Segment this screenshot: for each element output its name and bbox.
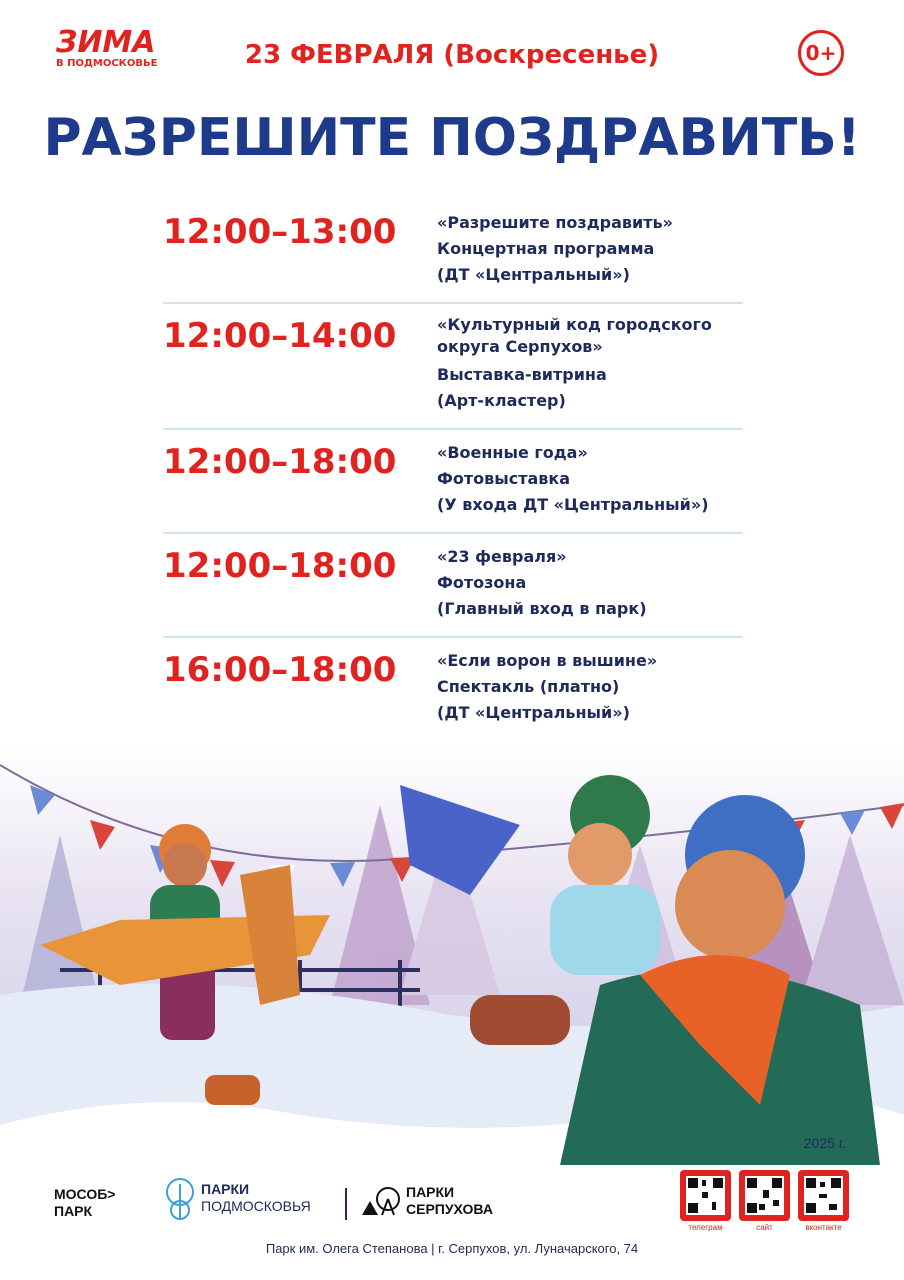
parki-serpukhova-logo bbox=[360, 1184, 493, 1218]
event-date: 23 ФЕВРАЛЯ (Воскресенье) bbox=[244, 40, 660, 70]
logo-title: ЗИМА bbox=[56, 25, 156, 60]
parki-serp-line1: ПАРКИ bbox=[406, 1184, 455, 1200]
event-line: округа Серпухов» bbox=[437, 337, 603, 356]
event-line: «Если ворон в вышине» bbox=[437, 651, 658, 670]
mosoblpark-line2: ПАРК bbox=[54, 1203, 93, 1219]
qr-code-icon bbox=[739, 1170, 790, 1221]
logo-subtitle: В ПОДМОСКОВЬЕ bbox=[56, 58, 158, 69]
event-time: 16:00–18:00 bbox=[163, 650, 397, 690]
event-line: Выставка-витрина bbox=[437, 365, 607, 384]
event-line: (Арт-кластер) bbox=[437, 391, 566, 410]
qr-code-icon bbox=[680, 1170, 731, 1221]
page-title: РАЗРЕШИТЕ ПОЗДРАВИТЬ! bbox=[43, 108, 861, 168]
qr-label: телеграм bbox=[688, 1223, 723, 1232]
logo-separator bbox=[345, 1188, 347, 1220]
event-line: (Главный вход в парк) bbox=[437, 599, 647, 618]
parki-pm-line1: ПАРКИ bbox=[201, 1181, 250, 1197]
event-line: «Культурный код городского bbox=[437, 315, 712, 334]
event-time: 12:00–18:00 bbox=[163, 442, 397, 482]
qr-telegram[interactable] bbox=[680, 1170, 731, 1232]
qr-label: вконтакте bbox=[805, 1223, 842, 1232]
winter-illustration bbox=[0, 745, 904, 1165]
event-time: 12:00–13:00 bbox=[163, 212, 397, 252]
event-time: 12:00–14:00 bbox=[163, 316, 397, 356]
schedule-row bbox=[163, 200, 743, 304]
event-line: Фотозона bbox=[437, 573, 527, 592]
schedule-row bbox=[163, 304, 743, 430]
parki-pm-line2: ПОДМОСКОВЬЯ bbox=[201, 1198, 311, 1214]
event-line: (ДТ «Центральный») bbox=[437, 703, 630, 722]
event-line: «23 февраля» bbox=[437, 547, 567, 566]
qr-vkontakte[interactable] bbox=[798, 1170, 849, 1232]
schedule-row bbox=[163, 430, 743, 534]
parki-serp-line2: СЕРПУХОВА bbox=[406, 1201, 493, 1217]
qr-site[interactable] bbox=[739, 1170, 790, 1232]
year-label: 2025 г. bbox=[803, 1135, 846, 1151]
event-info bbox=[437, 646, 743, 726]
event-line: (У входа ДТ «Центральный») bbox=[437, 495, 709, 514]
footer-logos bbox=[0, 1170, 904, 1230]
qr-code-icon bbox=[798, 1170, 849, 1221]
event-info bbox=[437, 208, 743, 288]
schedule-list bbox=[163, 200, 743, 740]
event-info bbox=[437, 542, 743, 622]
event-time: 12:00–18:00 bbox=[163, 546, 397, 586]
mosoblpark-logo bbox=[54, 1186, 115, 1220]
address-line: Парк им. Олега Степанова | г. Серпухов, ул. Луначарского, 74 bbox=[265, 1241, 639, 1256]
event-info bbox=[437, 312, 743, 414]
event-line: Концертная программа bbox=[437, 239, 655, 258]
park-tree-icon bbox=[165, 1176, 195, 1220]
qr-codes bbox=[680, 1170, 849, 1232]
event-line: «Военные года» bbox=[437, 443, 588, 462]
schedule-row bbox=[163, 534, 743, 638]
ferris-wheel-icon bbox=[360, 1185, 400, 1217]
event-line: Спектакль (платно) bbox=[437, 677, 620, 696]
event-line: «Разрешите поздравить» bbox=[437, 213, 673, 232]
qr-label: сайт bbox=[756, 1223, 773, 1232]
age-rating-badge: 0+ bbox=[798, 30, 844, 76]
schedule-row bbox=[163, 638, 743, 740]
mosoblpark-line1: МОСОБ> bbox=[54, 1186, 116, 1202]
parki-podmoskovya-logo bbox=[165, 1176, 311, 1220]
event-info bbox=[437, 438, 743, 518]
event-line: Фотовыставка bbox=[437, 469, 571, 488]
event-line: (ДТ «Центральный») bbox=[437, 265, 630, 284]
